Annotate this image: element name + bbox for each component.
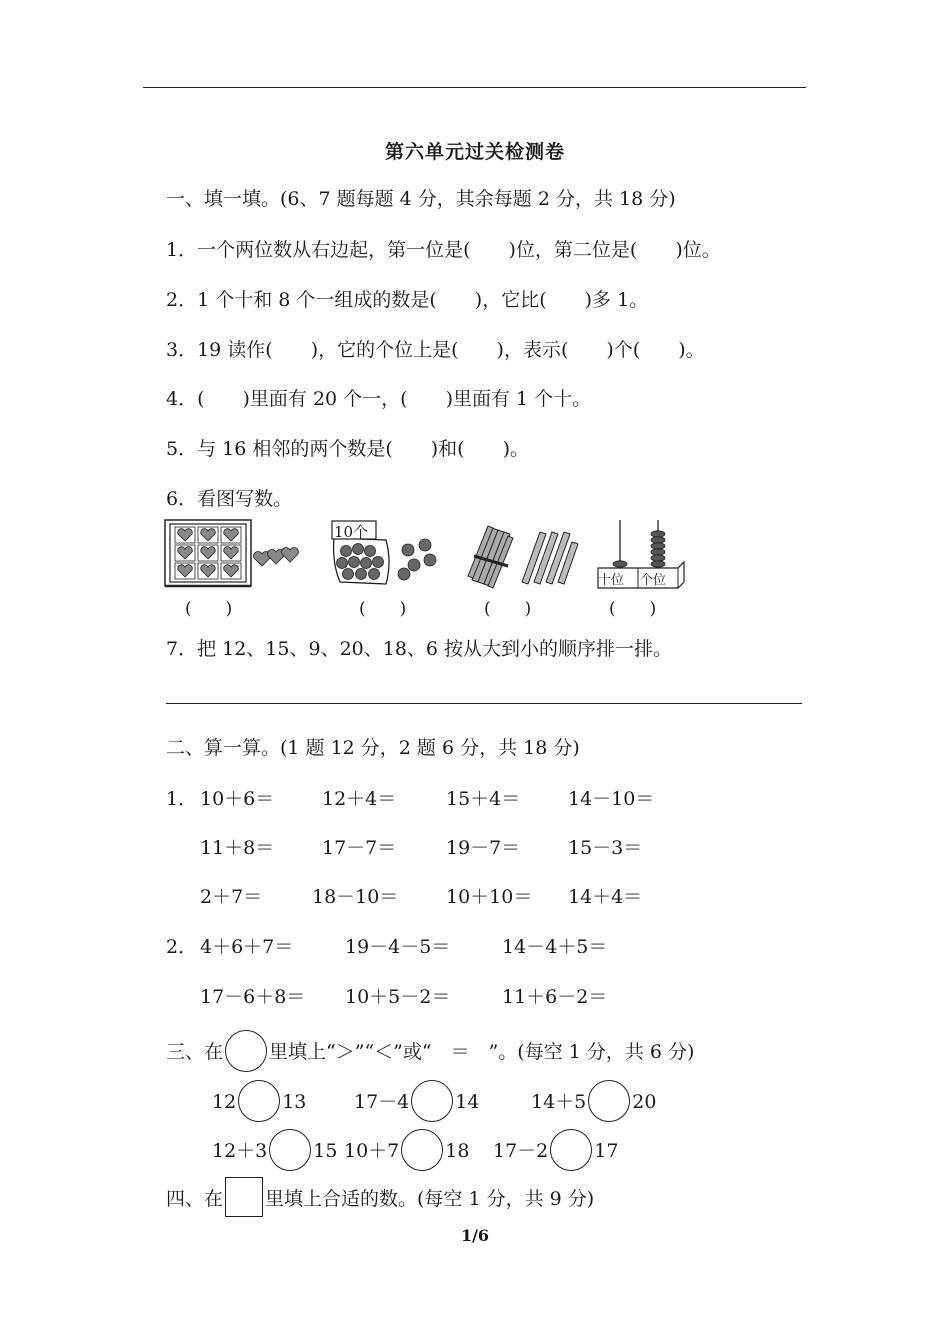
question-1-5: 5．与 16 相邻的两个数是( )和( )。 bbox=[166, 438, 529, 460]
part4-heading: 四、在 里填上合适的数。(每空 1 分，共 9 分) bbox=[166, 1177, 594, 1217]
compare-item: 12＋3 15 bbox=[212, 1129, 337, 1171]
compare-circle[interactable] bbox=[550, 1129, 592, 1171]
question-1-6: 6．看图写数。 bbox=[166, 488, 293, 510]
calc-item: 4＋6＋7＝ bbox=[200, 936, 294, 958]
page-number: 1/6 bbox=[460, 1226, 490, 1245]
part1-heading: 一、填一填。(6、7 题每题 4 分，其余每题 2 分，共 18 分) bbox=[166, 188, 676, 210]
sticks-picture bbox=[466, 522, 580, 588]
calc-item: 11＋6－2＝ bbox=[502, 986, 608, 1008]
calc-item: 19－7＝ bbox=[446, 837, 521, 859]
compare-circle[interactable] bbox=[411, 1080, 453, 1122]
page-title: 第六单元过关检测卷 bbox=[384, 141, 565, 163]
calc-item: 10＋6＝ bbox=[200, 788, 275, 810]
calc-item: 19－4－5＝ bbox=[345, 936, 451, 958]
calc-item: 14－4＋5＝ bbox=[502, 936, 608, 958]
header-rule bbox=[143, 87, 806, 88]
calc-item: 10＋5－2＝ bbox=[345, 986, 451, 1008]
calc-item: 15＋4＝ bbox=[446, 788, 521, 810]
picture-4-blank: ( ) bbox=[609, 599, 657, 619]
abacus-tens-label: 十位 bbox=[598, 573, 625, 588]
question-2-1-label: 1． bbox=[166, 788, 198, 810]
answer-line bbox=[166, 703, 802, 704]
compare-circle[interactable] bbox=[588, 1080, 630, 1122]
part2-heading: 二、算一算。(1 题 12 分，2 题 6 分，共 18 分) bbox=[166, 737, 580, 759]
picture-3-blank: ( ) bbox=[484, 599, 532, 619]
calc-item: 14＋4＝ bbox=[568, 886, 643, 908]
compare-circle[interactable] bbox=[238, 1080, 280, 1122]
calc-item: 17－7＝ bbox=[322, 837, 397, 859]
part3-heading: 三、在 里填上“＞”“＜”或“ ＝ ”。(每空 1 分，共 6 分) bbox=[166, 1030, 694, 1072]
calc-item: 10＋10＝ bbox=[446, 886, 533, 908]
calc-item: 11＋8＝ bbox=[200, 837, 275, 859]
compare-item: 14＋5 20 bbox=[531, 1080, 656, 1122]
question-1-4: 4．( )里面有 20 个一，( )里面有 1 个十。 bbox=[166, 388, 592, 410]
calc-item: 2＋7＝ bbox=[200, 886, 263, 908]
question-1-3: 3．19 读作( )，它的个位上是( )，表示( )个( )。 bbox=[166, 339, 705, 361]
picture-2-blank: ( ) bbox=[359, 599, 407, 619]
question-2-2-label: 2． bbox=[166, 936, 198, 958]
picture-1-blank: ( ) bbox=[185, 599, 233, 619]
calc-item: 15－3＝ bbox=[568, 837, 643, 859]
hearts-picture bbox=[164, 518, 304, 590]
compare-circle[interactable] bbox=[269, 1129, 311, 1171]
calc-item: 14－10＝ bbox=[568, 788, 655, 810]
calc-item: 17－6＋8＝ bbox=[200, 986, 306, 1008]
compare-item: 10＋7 18 bbox=[344, 1129, 469, 1171]
calc-item: 12＋4＝ bbox=[322, 788, 397, 810]
question-1-7: 7．把 12、15、9、20、18、6 按从大到小的顺序排一排。 bbox=[166, 638, 673, 660]
calc-item: 18－10＝ bbox=[312, 886, 399, 908]
question-1-1: 1．一个两位数从右边起，第一位是( )位，第二位是( )位。 bbox=[166, 239, 721, 261]
compare-circle[interactable] bbox=[401, 1129, 443, 1171]
compare-circle-sample bbox=[225, 1030, 267, 1072]
compare-item: 12 13 bbox=[212, 1080, 306, 1122]
compare-item: 17－2 17 bbox=[493, 1129, 618, 1171]
bag-label: 10个 bbox=[334, 523, 369, 541]
abacus-ones-label: 个位 bbox=[640, 573, 667, 588]
question-1-2: 2．1 个十和 8 个一组成的数是( )，它比( )多 1。 bbox=[166, 289, 649, 311]
blank-square-sample bbox=[225, 1177, 263, 1217]
compare-item: 17－4 14 bbox=[354, 1080, 479, 1122]
